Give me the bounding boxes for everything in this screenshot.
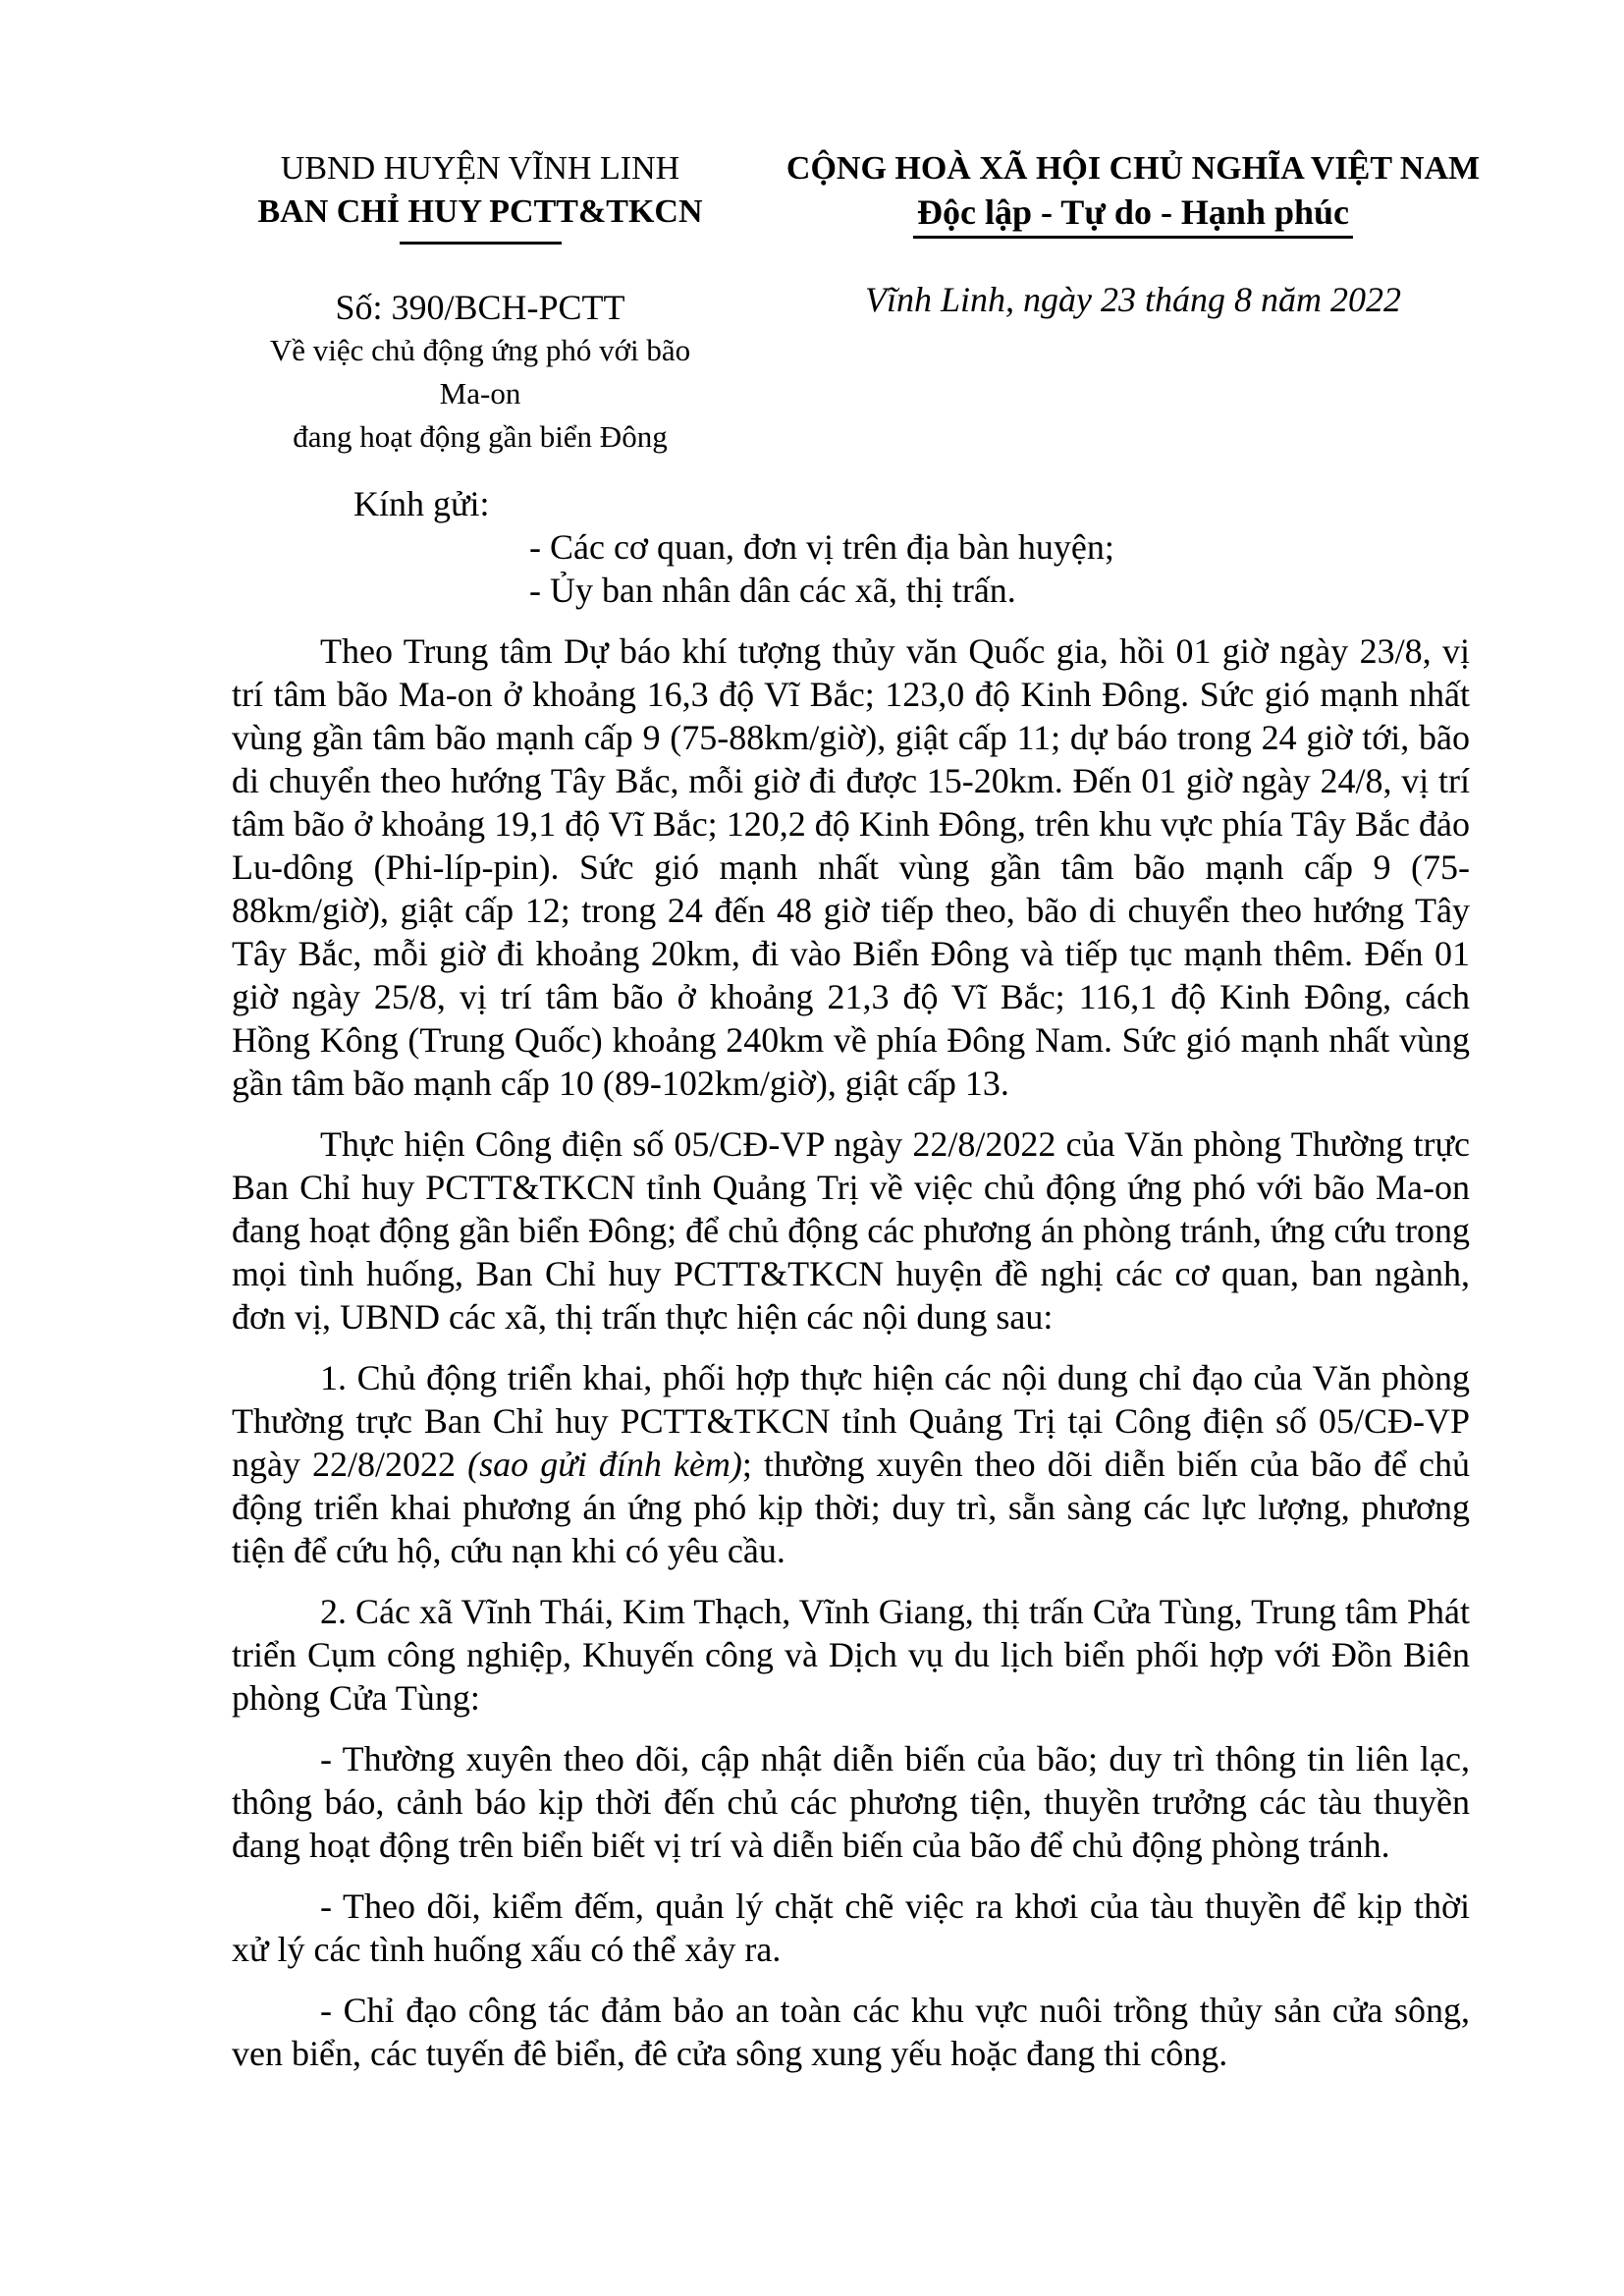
paragraph	[232, 629, 1470, 1105]
issuing-org-name: BAN CHỈ HUY PCTT&TKCN	[257, 193, 703, 230]
paragraph	[232, 1590, 1470, 1720]
recipient-list	[529, 525, 1470, 612]
paragraph	[232, 1989, 1470, 2075]
paragraph	[232, 1356, 1470, 1572]
recipient-line: - Ủy ban nhân dân các xã, thị trấn.	[529, 571, 1016, 610]
issuing-org-parent: UBND HUYỆN VĨNH LINH	[280, 150, 680, 187]
salutation-block	[232, 482, 1470, 612]
paragraph-segment: - Theo dõi, kiểm đếm, quản lý chặt chẽ việc ra khơi của tàu thuyền để kịp thời xử lý các tình huống xấu có thể xảy ra.	[232, 1886, 1470, 1969]
recipient-line: - Các cơ quan, đơn vị trên địa bàn huyện;	[529, 527, 1114, 567]
document-subject-line2: đang hoạt động gần biển Đông	[293, 419, 668, 454]
salutation-label: Kính gửi:	[353, 484, 490, 523]
paragraph-segment: ; thường xuyên theo dõi diễn biến của bão để chủ động triển khai phương án ứng phó kịp thời; duy trì, sẵn sàng các lực lượng, phương tiện để cứu hộ, cứu nạn khi có yêu cầu.	[232, 1445, 1470, 1570]
document-header	[232, 147, 1481, 459]
header-national-block	[755, 147, 1511, 321]
paragraph	[232, 1122, 1470, 1339]
document-body	[232, 629, 1470, 2075]
paragraph	[232, 1737, 1470, 1867]
org-separator-rule	[400, 242, 562, 245]
national-title: CỘNG HOÀ XÃ HỘI CHỦ NGHĨA VIỆT NAM	[785, 150, 1481, 187]
paragraph-segment: Theo Trung tâm Dự báo khí tượng thủy văn Quốc gia, hồi 01 giờ ngày 23/8, vị trí tâm bão Ma-on ở khoảng 16,3 độ Vĩ Bắc; 123,0 độ Kinh Đông. Sức gió mạnh nhất vùng gần tâm bão mạnh cấp 9 (75-88km/giờ), giật cấp 11; dự báo trong 24 giờ tới, bão di chuyển theo hướng Tây Bắc, mỗi giờ đi được 15-20km. Đến 01 giờ ngày 24/8, vị trí tâm bão ở khoảng 19,1 độ Vĩ Bắc; 120,2 độ Kinh Đông, trên khu vực phía Tây Bắc đảo Lu-dông (Phi-líp-pin). Sức gió mạnh nhất vùng gần tâm bão mạnh cấp 9 (75-88km/giờ), giật cấp 12; trong 24 đến 48 giờ tiếp theo, bão di chuyển theo hướng Tây Tây Bắc, mỗi giờ đi khoảng 20km, đi vào Biển Đông và tiếp tục mạnh thêm. Đến 01 giờ ngày 25/8, vị trí tâm bão ở khoảng 21,3 độ Vĩ Bắc; 116,1 độ Kinh Đông, cách Hồng Kông (Trung Quốc) khoảng 240km về phía Đông Nam. Sức gió mạnh nhất vùng gần tâm bão mạnh cấp 10 (89-102km/giờ), giật cấp 13.	[232, 631, 1470, 1103]
national-motto: Độc lập - Tự do - Hạnh phúc	[913, 191, 1353, 239]
header-issuing-block	[249, 147, 711, 459]
paragraph	[232, 1885, 1470, 1971]
document-subject-line1: Về việc chủ động ứng phó với bão Ma-on	[269, 333, 691, 410]
place-and-date: Vĩnh Linh, ngày 23 tháng 8 năm 2022	[865, 280, 1401, 319]
paragraph-segment: - Chỉ đạo công tác đảm bảo an toàn các khu vực nuôi trồng thủy sản cửa sông, ven biển, các tuyến đê biển, đê cửa sông xung yếu hoặc đang thi công.	[232, 1991, 1470, 2073]
paragraph-segment: Thực hiện Công điện số 05/CĐ-VP ngày 22/8/2022 của Văn phòng Thường trực Ban Chỉ huy PCTT&TKCN tỉnh Quảng Trị về việc chủ động ứng phó với bão Ma-on đang hoạt động gần biển Đông; để chủ động các phương án phòng tránh, ứng cứu trong mọi tình huống, Ban Chỉ huy PCTT&TKCN huyện đề nghị các cơ quan, ban ngành, đơn vị, UBND các xã, thị trấn thực hiện các nội dung sau:	[232, 1124, 1470, 1337]
paragraph-segment: - Thường xuyên theo dõi, cập nhật diễn biến của bão; duy trì thông tin liên lạc, thông báo, cảnh báo kịp thời đến chủ các phương tiện, thuyền trưởng các tàu thuyền đang hoạt động trên biển biết vị trí và diễn biến của bão để chủ động phòng tránh.	[232, 1739, 1470, 1865]
document-number: Số: 390/BCH-PCTT	[335, 288, 625, 327]
national-motto-wrap	[755, 191, 1511, 239]
paragraph-segment: 2. Các xã Vĩnh Thái, Kim Thạch, Vĩnh Giang, thị trấn Cửa Tùng, Trung tâm Phát triển Cụm công nghiệp, Khuyến công và Dịch vụ du lịch biển phối hợp với Đồn Biên phòng Cửa Tùng:	[232, 1592, 1470, 1718]
paragraph-segment: (sao gửi đính kèm)	[467, 1445, 742, 1484]
paragraph-segment: 1. Chủ động triển khai, phối hợp thực hiện các nội dung chỉ đạo của Văn phòng Thường trực Ban Chỉ huy PCTT&TKCN tỉnh Quảng Trị tại Công điện số 05/CĐ-VP ngày 22/8/2022	[232, 1358, 1470, 1484]
